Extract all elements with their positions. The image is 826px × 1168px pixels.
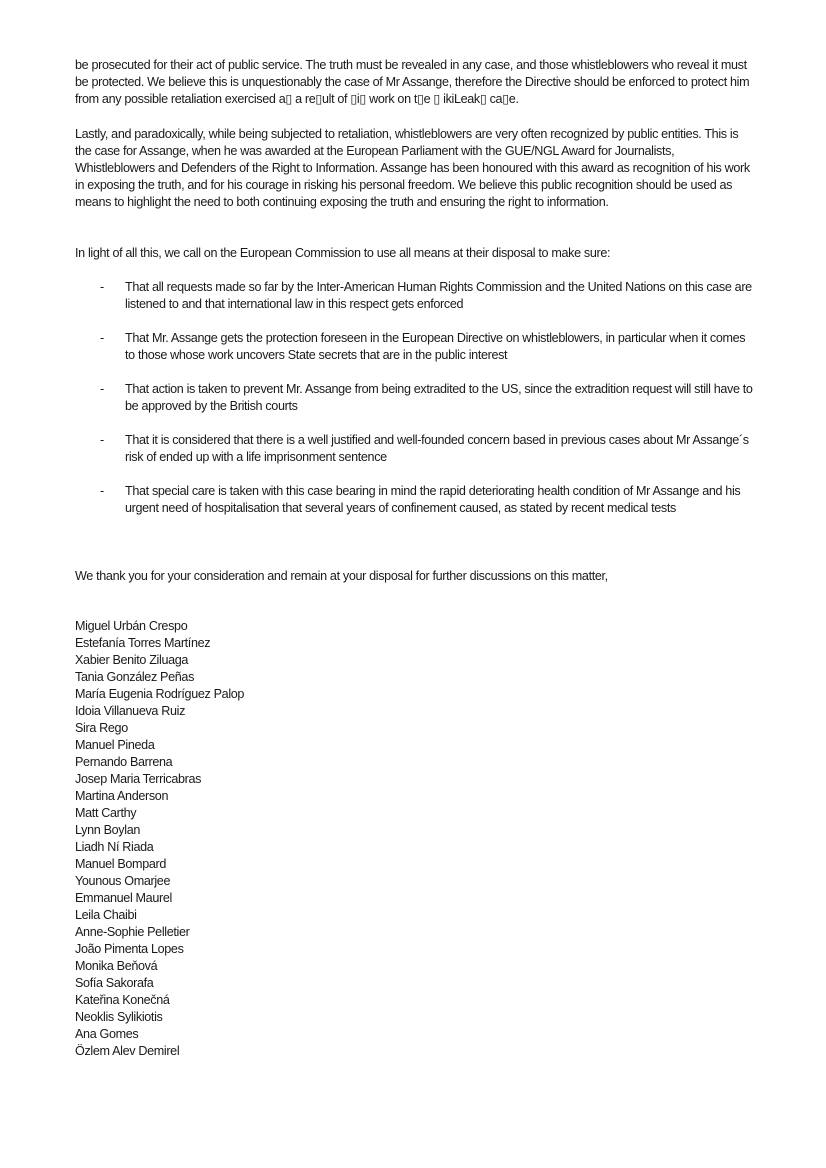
signatory-name: Manuel Bompard [75, 857, 167, 871]
signatory-name: Idoia Villanueva Ruiz [75, 704, 186, 718]
signatory-name: Leila Chaibi [75, 908, 137, 922]
signatory-name: Ana Gomes [75, 1027, 139, 1041]
signatories-list [75, 618, 244, 1060]
paragraph-enforcement: be prosecuted for their act of public service. The truth must be revealed in any case, and those whistleblowers who reveal it must be protected. We believe this is unquestionably the case of Mr Assange, therefore the Directive should be enforced to protect him from any possible retaliation exercised a▯ a re▯ult of ▯i▯ work on t▯e ▯ ikiLeak▯ ca▯e. [75, 58, 750, 106]
signatory-name: Liadh Ní Riada [75, 840, 154, 854]
signatory-name: Martina Anderson [75, 789, 169, 803]
signatory-name: Neoklis Sylikiotis [75, 1010, 163, 1024]
list-item-text: That special care is taken with this case bearing in mind the rapid deteriorating health condition of Mr Assange and his urgent need of hospitalisation that several years of confinement caused, as stated by recent medical tests [125, 484, 741, 515]
signatory-name: Kateřina Konečná [75, 993, 170, 1007]
bullet-marker: - [100, 484, 104, 498]
signatory-name: Özlem Alev Demirel [75, 1044, 180, 1058]
bullet-marker: - [100, 280, 104, 294]
closing-paragraph: We thank you for your consideration and remain at your disposal for further discussions on this matter, [75, 569, 608, 583]
list-item-text: That action is taken to prevent Mr. Assange from being extradited to the US, since the extradition request will still have to be approved by the British courts [125, 382, 753, 413]
list-item-text: That Mr. Assange gets the protection foreseen in the European Directive on whistleblowers, in particular when it comes to those whose work uncovers State secrets that are in the public interest [125, 331, 746, 362]
signatory-name: Pernando Barrena [75, 755, 173, 769]
signatory-name: Miguel Urbán Crespo [75, 619, 188, 633]
signatory-name: Anne-Sophie Pelletier [75, 925, 190, 939]
signatory-name: Manuel Pineda [75, 738, 155, 752]
signatory-name: Matt Carthy [75, 806, 137, 820]
signatory-name: Josep Maria Terricabras [75, 772, 202, 786]
signatory-name: Estefanía Torres Martínez [75, 636, 211, 650]
bullet-marker: - [100, 382, 104, 396]
paragraph-call-to-action: In light of all this, we call on the European Commission to use all means at their disposal to make sure: [75, 246, 611, 260]
signatory-name: Monika Beňová [75, 959, 158, 973]
signatory-name: Emmanuel Maurel [75, 891, 172, 905]
bullet-marker: - [100, 331, 104, 345]
signatory-name: María Eugenia Rodríguez Palop [75, 687, 245, 701]
signatory-name: Sofía Sakorafa [75, 976, 154, 990]
list-item-text: That it is considered that there is a well justified and well-founded concern based in previous cases about Mr Assange´s risk of ended up with a life imprisonment sentence [125, 433, 749, 464]
bullet-marker: - [100, 433, 104, 447]
signatory-name: João Pimenta Lopes [75, 942, 184, 956]
signatory-name: Tania González Peñas [75, 670, 195, 684]
list-item-text: That all requests made so far by the Inter-American Human Rights Commission and the United Nations on this case are listened to and that international law in this respect gets enforced [125, 280, 752, 311]
signatory-name: Xabier Benito Ziluaga [75, 653, 189, 667]
signatory-name: Younous Omarjee [75, 874, 171, 888]
signatory-name: Sira Rego [75, 721, 128, 735]
paragraph-recognition: Lastly, and paradoxically, while being subjected to retaliation, whistleblowers are very often recognized by public entities. This is the case for Assange, when he was awarded at the European Parliament with the GUE/NGL Award for Journalists, Whistleblowers and Defenders of the Right to Information. Assange has been honoured with this award as recognition of his work in exposing the truth, and for his courage in risking his personal freedom. We believe this public recognition should be used as means to highlight the need to both continuing exposing the truth and ensuring the right to information. [75, 127, 750, 209]
signatory-name: Lynn Boylan [75, 823, 140, 837]
